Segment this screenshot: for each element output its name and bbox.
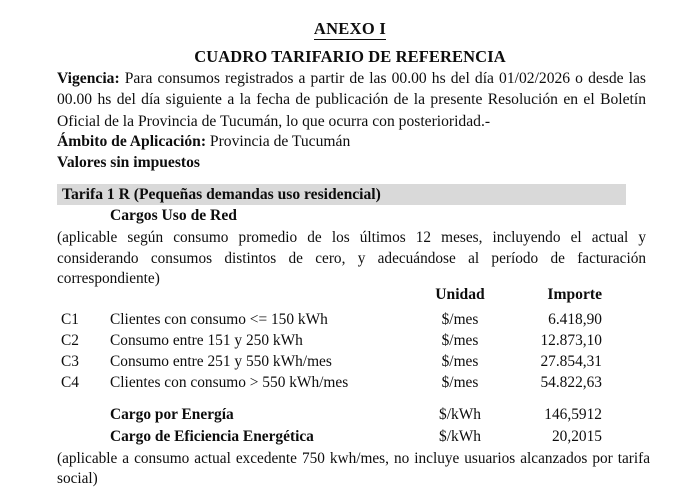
energy-charge-row xyxy=(0,427,700,447)
table-row xyxy=(0,352,700,372)
scope-text: Provincia de Tucumán xyxy=(206,133,351,150)
row-description: Consumo entre 251 y 550 kWh/mes xyxy=(110,353,332,370)
table-row xyxy=(0,331,700,351)
scope-label: Ámbito de Aplicación: xyxy=(57,133,207,150)
energy-row-amount: 20,2015 xyxy=(551,428,602,445)
row-unit: $/mes xyxy=(441,311,479,328)
page-title xyxy=(0,19,700,39)
validity-label: Vigencia: xyxy=(57,70,120,87)
row-code: C3 xyxy=(61,353,79,370)
row-amount: 6.418,90 xyxy=(548,311,602,328)
energy-charge-row xyxy=(0,405,700,425)
row-amount: 27.854,31 xyxy=(540,353,602,370)
table-row xyxy=(0,310,700,330)
row-description: Consumo entre 151 y 250 kWh xyxy=(110,332,303,349)
energy-row-unit: $/kWh xyxy=(439,428,481,445)
tariff-banner-label: Tarifa 1 R (Pequeñas demandas uso residencial) xyxy=(62,186,381,203)
energy-row-unit: $/kWh xyxy=(439,406,481,423)
row-unit: $/mes xyxy=(441,332,479,349)
row-code: C4 xyxy=(61,374,79,391)
row-unit: $/mes xyxy=(441,353,479,370)
row-description: Clientes con consumo > 550 kWh/mes xyxy=(110,374,349,391)
row-code: C1 xyxy=(61,311,79,328)
row-amount: 54.822,63 xyxy=(540,374,602,391)
energy-row-description: Cargo por Energía xyxy=(110,406,234,423)
page-title-text: ANEXO I xyxy=(313,19,387,38)
table-header-unit: Unidad xyxy=(435,286,485,303)
table-row xyxy=(0,373,700,393)
table-header-amount: Importe xyxy=(547,286,602,303)
row-description: Clientes con consumo <= 150 kWh xyxy=(110,311,328,328)
tariff-banner xyxy=(57,184,626,205)
validity-paragraph xyxy=(57,68,646,132)
row-code: C2 xyxy=(61,332,79,349)
row-amount: 12.873,10 xyxy=(540,332,602,349)
energy-row-description: Cargo de Eficiencia Energética xyxy=(110,428,314,445)
efficiency-charge-note: (aplicable a consumo actual excedente 750 kwh/mes, no incluye usuarios alcanzados por tarifa social) xyxy=(57,450,650,488)
network-charges-note: (aplicable según consumo promedio de los últimos 12 meses, incluyendo el actual y considerando consumos distintos de cero, y adecuándose al período de facturación correspondiente) xyxy=(57,229,646,288)
validity-text: Para consumos registrados a partir de las 00.00 hs del día 01/02/2026 o desde las 00.00 hs del día siguiente a la fecha de publicación de la presente Resolución en el Boletín Oficial de la Provincia de Tucumán, lo que ocurra con posterioridad.- xyxy=(57,70,646,130)
scope-paragraph xyxy=(57,131,657,152)
row-unit: $/mes xyxy=(441,374,479,391)
page-subtitle: CUADRO TARIFARIO DE REFERENCIA xyxy=(194,47,506,66)
energy-row-amount: 146,5912 xyxy=(544,406,602,423)
network-charges-heading: Cargos Uso de Red xyxy=(110,207,237,224)
table-header-row xyxy=(0,286,700,306)
tax-note: Valores sin impuestos xyxy=(57,154,200,171)
